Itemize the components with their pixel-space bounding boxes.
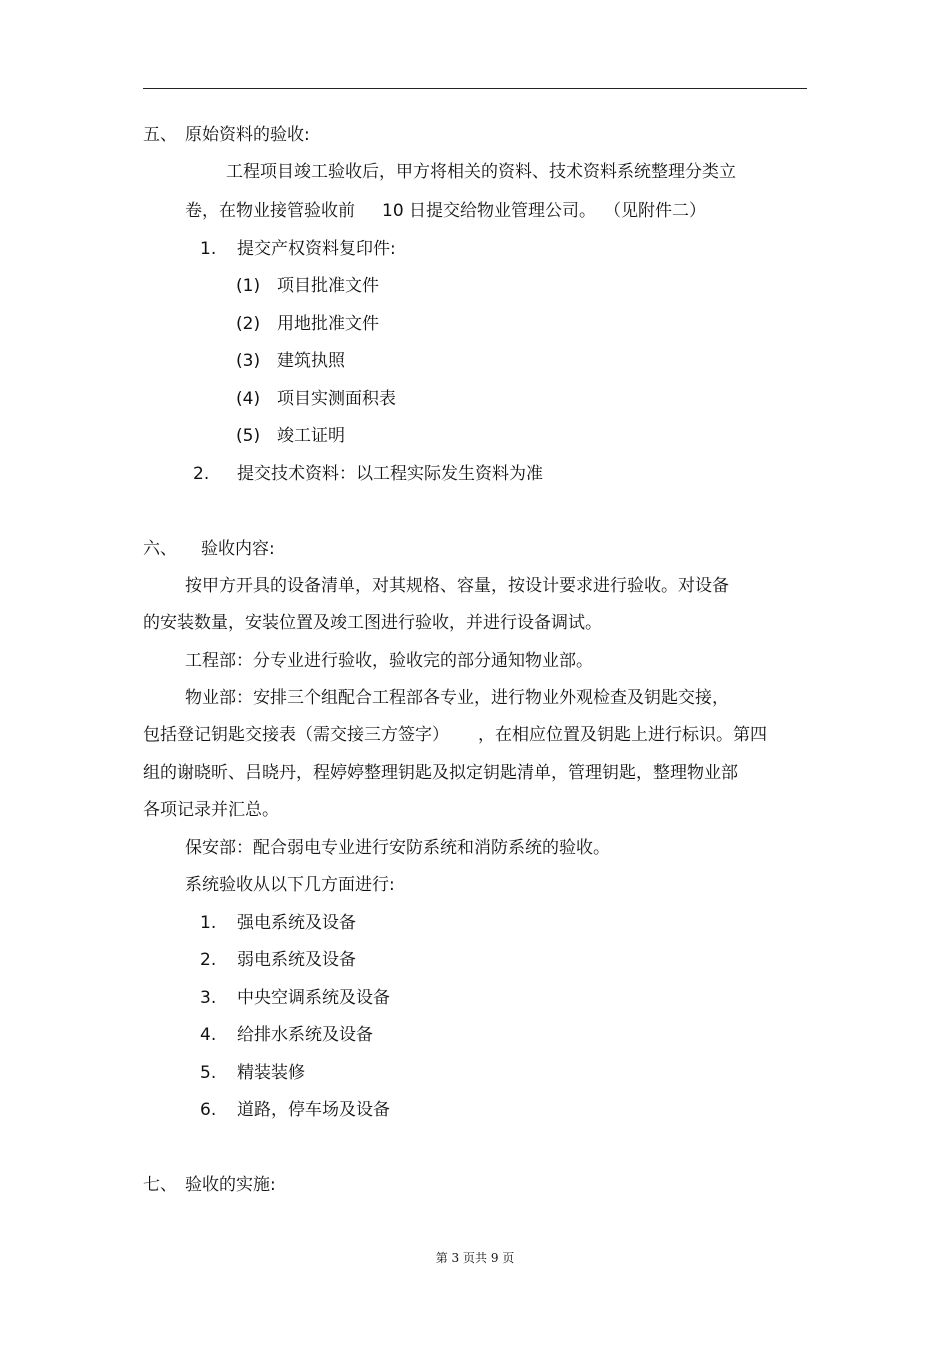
list-item-text: 强电系统及设备 — [237, 913, 356, 933]
section6-para5: 系统验收从以下几方面进行: — [185, 875, 395, 895]
list-item-number: 6. — [200, 1100, 217, 1120]
subitem-text: 用地批准文件 — [277, 314, 379, 334]
subitem-number: (4) — [236, 389, 261, 409]
subitem-text: 建筑执照 — [277, 351, 345, 371]
header-rule — [143, 88, 807, 89]
list-item-number: 5. — [200, 1063, 217, 1083]
section5-para-line2c: （见附件二） — [604, 201, 706, 221]
section5-heading: 原始资料的验收: — [185, 125, 310, 145]
section6-para3-line3: 组的谢晓昕、吕晓丹，程婷婷整理钥匙及拟定钥匙清单，管理钥匙，整理物业部 — [143, 763, 738, 783]
list-item-number: 1. — [200, 913, 217, 933]
section6-number: 六、 — [143, 539, 177, 559]
section5-para-line1: 工程项目竣工验收后，甲方将相关的资料、技术资料系统整理分类立 — [226, 162, 736, 182]
subitem-text: 项目批准文件 — [277, 276, 379, 296]
subitem-text: 竣工证明 — [277, 426, 345, 446]
section6-para1-line2: 的安装数量，安装位置及竣工图进行验收，并进行设备调试。 — [143, 613, 602, 633]
list-item-number: 4. — [200, 1025, 217, 1045]
section6-para1-line1: 按甲方开具的设备清单，对其规格、容量，按设计要求进行验收。对设备 — [185, 576, 729, 596]
section6-para2: 工程部：分专业进行验收，验收完的部分通知物业部。 — [185, 651, 593, 671]
section5-item2-text: 提交技术资料：以工程实际发生资料为准 — [237, 464, 543, 484]
list-item-number: 2. — [200, 950, 217, 970]
list-item-text: 中央空调系统及设备 — [237, 988, 390, 1008]
subitem-text: 项目实测面积表 — [277, 389, 396, 409]
section6-para3-line2b: ，在相应位置及钥匙上进行标识。第四 — [478, 725, 767, 745]
subitem-number: (2) — [236, 314, 261, 334]
list-item-text: 给排水系统及设备 — [237, 1025, 373, 1045]
section5-para-line2b: 10 日提交给物业管理公司。 — [382, 201, 597, 221]
subitem-number: (3) — [236, 351, 261, 371]
section6-para3-line1: 物业部：安排三个组配合工程部各专业，进行物业外观检查及钥匙交接， — [185, 688, 729, 708]
section6-heading: 验收内容: — [201, 539, 275, 559]
subitem-number: (1) — [236, 276, 261, 296]
section5-number: 五、 — [143, 125, 177, 145]
section7-number: 七、 — [143, 1175, 177, 1195]
section6-para3-line2a: 包括登记钥匙交接表（需交接三方签字） — [143, 725, 449, 745]
section6-para4: 保安部：配合弱电专业进行安防系统和消防系统的验收。 — [185, 838, 610, 858]
section5-item1-number: 1. — [200, 239, 217, 259]
list-item-text: 弱电系统及设备 — [237, 950, 356, 970]
section7-heading: 验收的实施: — [185, 1175, 276, 1195]
list-item-text: 精装装修 — [237, 1063, 305, 1083]
section6-para3-line4: 各项记录并汇总。 — [143, 800, 279, 820]
page-footer: 第 3 页共 9 页 — [435, 1251, 515, 1265]
section5-para-line2a: 卷，在物业接管验收前 — [185, 201, 355, 221]
subitem-number: (5) — [236, 426, 261, 446]
list-item-number: 3. — [200, 988, 217, 1008]
list-item-text: 道路，停车场及设备 — [237, 1100, 390, 1120]
section5-item1-text: 提交产权资料复印件: — [237, 239, 396, 259]
section5-item2-number: 2. — [193, 464, 210, 484]
